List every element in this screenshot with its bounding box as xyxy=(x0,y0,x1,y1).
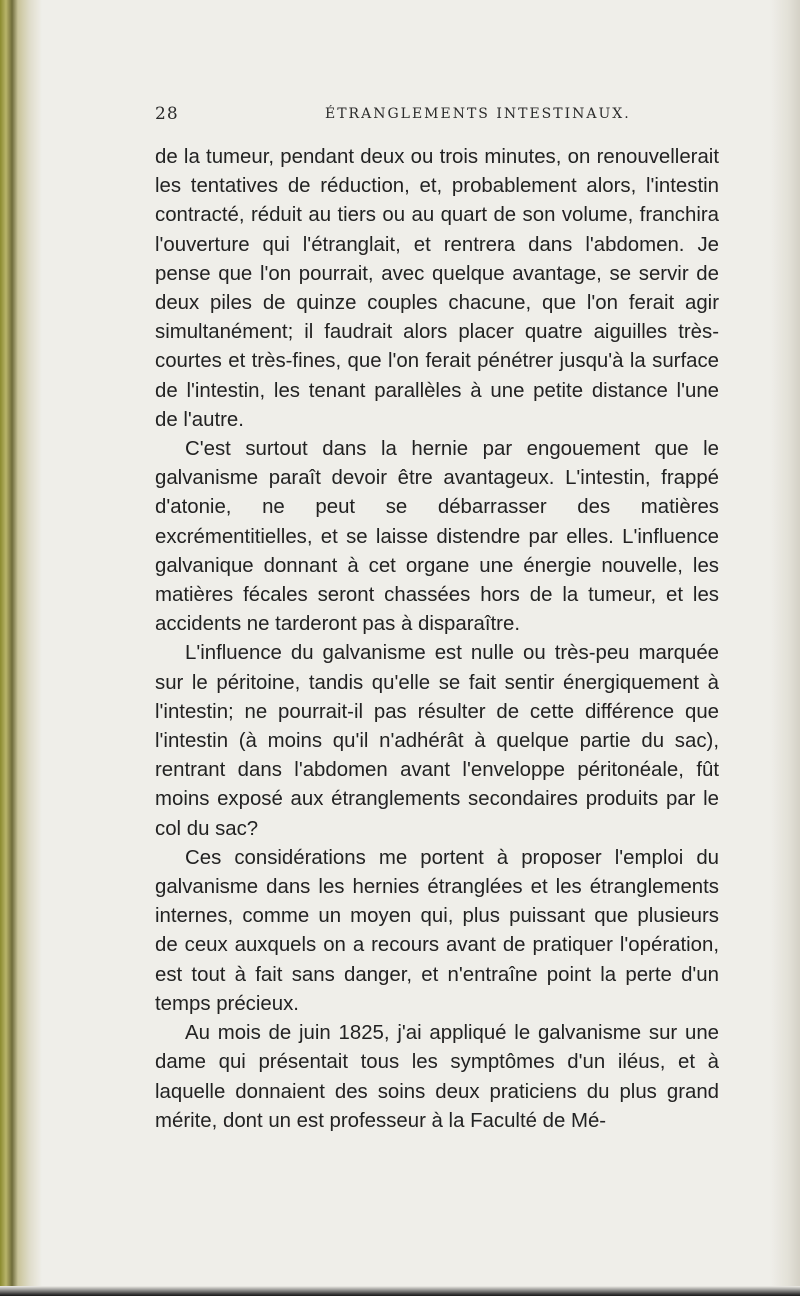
paragraph: C'est surtout dans la hernie par engouement que le galvanisme paraît devoir être avantageux. L'intestin, frappé d'atonie, ne peut se débarrasser des matières excrémentitielles, et se laisse distendre par elles. L'influence galvanique donnant à cet organe une énergie nouvelle, les matières fécales seront chassées hors de la tumeur, et les accidents ne tarderont pas à disparaître. xyxy=(155,438,719,636)
running-title: ÉTRANGLEMENTS INTESTINAUX. xyxy=(325,106,631,122)
body-text xyxy=(155,143,719,1136)
paragraph: Au mois de juin 1825, j'ai appliqué le galvanisme sur une dame qui présentait tous les symptômes d'un iléus, et à laquelle donnaient des soins deux praticiens du plus grand mérite, dont un est professeur à la Faculté de Mé- xyxy=(155,1022,719,1132)
paragraph: Ces considérations me portent à proposer l'emploi du galvanisme dans les hernies étranglées et les étranglements internes, comme un moyen qui, plus puissant que plusieurs de ceux auxquels on a recours avant de pratiquer l'opération, est tout à fait sans danger, et n'entraîne point la perte d'un temps précieux. xyxy=(155,846,719,1015)
page-right-edge xyxy=(770,0,800,1296)
paragraph: L'influence du galvanisme est nulle ou très-peu marquée sur le péritoine, tandis qu'elle se fait sentir énergiquement à l'intestin; ne pourrait-il pas résulter de cette différence que l'intestin (à moins qu'il n'adhérât à quelque partie du sac), rentrant dans l'abdomen avant l'enveloppe péritonéale, fût moins exposé aux étranglements secondaires produits par le col du sac? xyxy=(155,642,719,840)
page-binding-edge xyxy=(0,0,42,1296)
page-bottom-edge xyxy=(0,1286,800,1296)
page-number: 28 xyxy=(155,104,179,124)
paragraph: de la tumeur, pendant deux ou trois minutes, on renouvellerait les tentatives de réduction, et, probablement alors, l'intestin contracté, réduit au tiers ou au quart de son volume, franchira l'ouverture qui l'étranglait, et rentrera dans l'abdomen. Je pense que l'on pourrait, avec quelque avantage, se servir de deux piles de quinze couples chacune, que l'on ferait agir simultanément; il faudrait alors placer quatre aiguilles très-courtes et très-fines, que l'on ferait pénétrer jusqu'à la surface de l'intestin, les tenant parallèles à une petite distance l'une de l'autre. xyxy=(155,146,719,431)
